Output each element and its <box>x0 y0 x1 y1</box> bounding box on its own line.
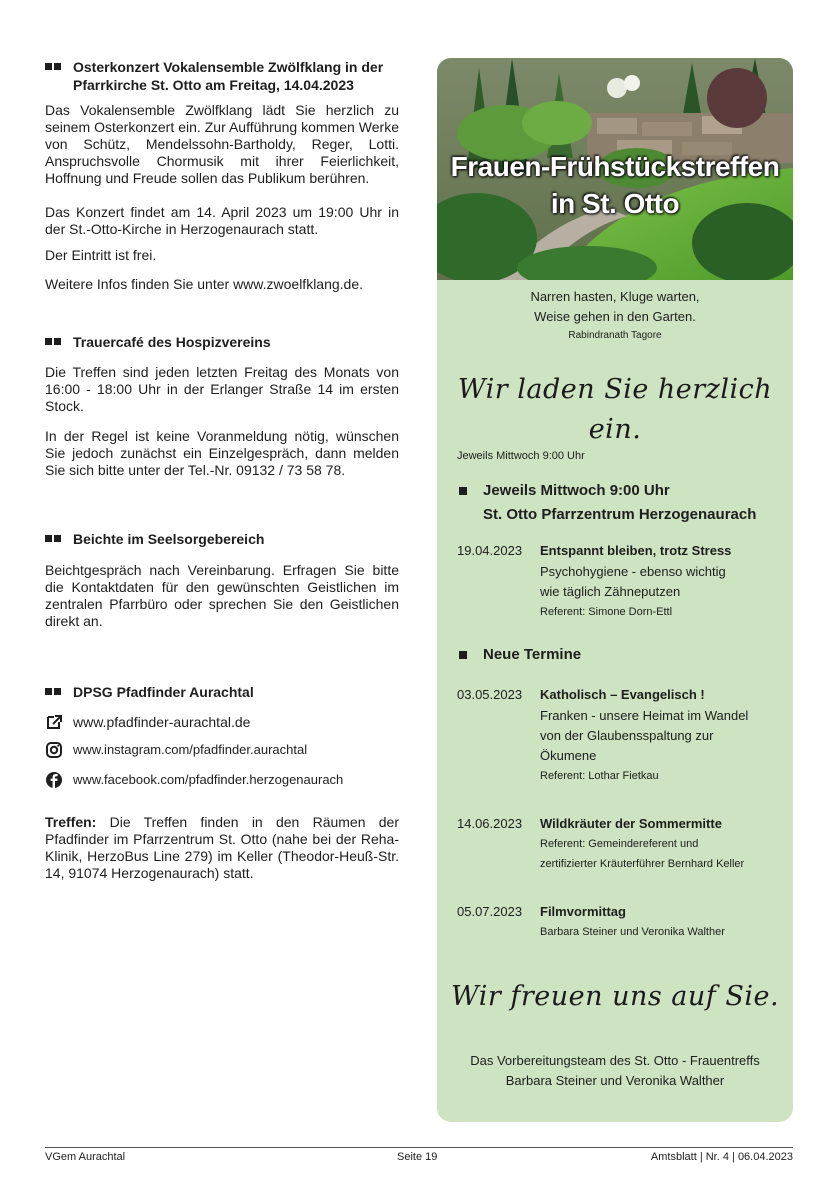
bullet-square-icon <box>54 688 61 695</box>
location-heading: St. Otto Pfarrzentrum Herzogenaurach <box>483 506 757 523</box>
section-heading <box>45 58 384 93</box>
event-speaker: Referent: Gemeindereferent und <box>540 838 699 850</box>
quote <box>437 287 793 327</box>
closing-script: Wir freuen uns auf Sie. <box>450 981 780 1012</box>
invitation-script: Wir laden Sie herzlich ein. <box>457 374 773 445</box>
instagram-icon <box>45 741 63 759</box>
heading-text: DPSG Pfadfinder Aurachtal <box>73 684 254 700</box>
event-speaker: Referent: Lothar Fietkau <box>540 770 659 782</box>
paragraph: Das Konzert findet am 14. April 2023 um 19:00 Uhr in der St.-Otto-Kirche in Herzogenaurach statt. <box>45 204 399 237</box>
section-heading <box>45 530 265 548</box>
meeting-text: Die Treffen finden in den Räumen der Pfadfinder im Pfarrzentrum St. Otto (nahe bei der Reha-Klinik, HerzoBus Line 279) im Keller (Theodor-Heuß-Str. 14, 91074 Herzogenaurach) statt. <box>45 814 399 881</box>
website-link[interactable]: www.pfadfinder-aurachtal.de <box>73 714 251 730</box>
bullet-square-icon <box>45 535 52 542</box>
bullet-square-icon <box>45 63 52 70</box>
meeting-paragraph <box>45 814 399 882</box>
event-date: 14.06.2023 <box>457 816 523 831</box>
heading-text: Trauercafé des Hospizvereins <box>73 334 271 350</box>
event-description: Franken - unsere Heimat im Wandel <box>540 708 749 723</box>
footer-divider <box>45 1147 793 1148</box>
event-description: von der Glaubensspaltung zur <box>540 728 714 743</box>
flyer-title-line: Frauen-Frühstückstreffen <box>450 151 780 182</box>
quote-line: Narren hasten, Kluge warten, <box>530 289 700 304</box>
event-date: 03.05.2023 <box>457 687 523 702</box>
bullet-square-icon <box>459 487 467 495</box>
event-speaker: zertifizierter Kräuterführer Bernhard Keller <box>540 858 745 870</box>
footer-page-number: Seite 19 <box>397 1151 438 1163</box>
event-flyer-panel <box>437 58 793 1122</box>
event-title: Wildkräuter der Sommermitte <box>540 816 722 831</box>
meeting-label: Treffen: <box>45 814 97 830</box>
event-date: 05.07.2023 <box>457 904 523 919</box>
external-link-icon <box>45 713 63 731</box>
bullet-square-icon <box>459 651 467 659</box>
event-title: Entspannt bleiben, trotz Stress <box>540 543 732 558</box>
flyer-title-line: in St. Otto <box>550 188 680 219</box>
quote-line: Weise gehen in den Garten. <box>534 309 696 324</box>
organizer-line: Das Vorbereitungsteam des St. Otto - Frauentreffs <box>470 1053 760 1068</box>
event-description: Ökumene <box>540 748 597 763</box>
bullet-square-icon <box>54 63 61 70</box>
organizer-team <box>437 1051 793 1091</box>
facebook-icon <box>45 771 63 789</box>
event-date: 19.04.2023 <box>457 543 523 558</box>
paragraph: Beichtgespräch nach Vereinbarung. Erfragen Sie bitte die Kontaktdaten für den gewünschten Geistlichen im zentralen Pfarrbüro oder sprechen Sie den Geistlichen direkt an. <box>45 562 399 629</box>
section-heading <box>45 683 254 701</box>
event-speaker: Barbara Steiner und Veronika Walther <box>540 926 725 938</box>
section-heading <box>45 333 271 351</box>
bullet-square-icon <box>45 688 52 695</box>
heading-text: Beichte im Seelsorgebereich <box>73 531 265 547</box>
paragraph: Weitere Infos finden Sie unter www.zwoelfklang.de. <box>45 276 364 292</box>
event-description: wie täglich Zähneputzen <box>540 584 681 599</box>
event-title: Katholisch – Evangelisch ! <box>540 687 705 702</box>
bullet-square-icon <box>45 338 52 345</box>
new-dates-heading: Neue Termine <box>483 646 582 663</box>
facebook-link[interactable]: www.facebook.com/pfadfinder.herzogenaurach <box>73 772 344 787</box>
schedule-heading: Jeweils Mittwoch 9:00 Uhr <box>483 482 670 499</box>
paragraph: Der Eintritt ist frei. <box>45 247 157 263</box>
event-speaker: Referent: Simone Dorn-Ettl <box>540 606 673 618</box>
footer-left: VGem Aurachtal <box>45 1151 126 1163</box>
instagram-link[interactable]: www.instagram.com/pfadfinder.aurachtal <box>73 742 308 757</box>
paragraph: Die Treffen sind jeden letzten Freitag des Monats von 16:00 - 18:00 Uhr in der Erlanger Straße 14 im ersten Stock. <box>45 364 399 414</box>
bullet-square-icon <box>54 338 61 345</box>
schedule-small: Jeweils Mittwoch 9:00 Uhr <box>457 450 585 462</box>
paragraph: In der Regel ist keine Voranmeldung nötig, wünschen Sie jedoch zunächst ein Einzelgespräch, dann melden Sie sich bitte unter der Tel.-Nr. 09132 / 73 58 78. <box>45 428 399 478</box>
event-title: Filmvormittag <box>540 904 626 919</box>
organizer-line: Barbara Steiner und Veronika Walther <box>505 1073 725 1088</box>
event-description: Psychohygiene - ebenso wichtig <box>540 564 726 579</box>
bullet-square-icon <box>54 535 61 542</box>
heading-line: Osterkonzert Vokalensemble Zwölfklang in der <box>73 59 384 75</box>
heading-line: Pfarrkirche St. Otto am Freitag, 14.04.2023 <box>73 77 354 93</box>
quote-author: Rabindranath Tagore <box>568 330 662 341</box>
footer-issue: Amtsblatt | Nr. 4 | 06.04.2023 <box>650 1151 793 1163</box>
flyer-title <box>437 148 793 222</box>
paragraph: Das Vokalensemble Zwölfklang lädt Sie herzlich zu seinem Osterkonzert ein. Zur Aufführung kommen Werke von Schütz, Mendelssohn-Bartholdy, Reger, Lotti. Anspruchsvolle Chormusik mit ihrer Feierlichkeit, Hoffnung und Freude sollen das Publikum berühren. <box>45 102 399 186</box>
